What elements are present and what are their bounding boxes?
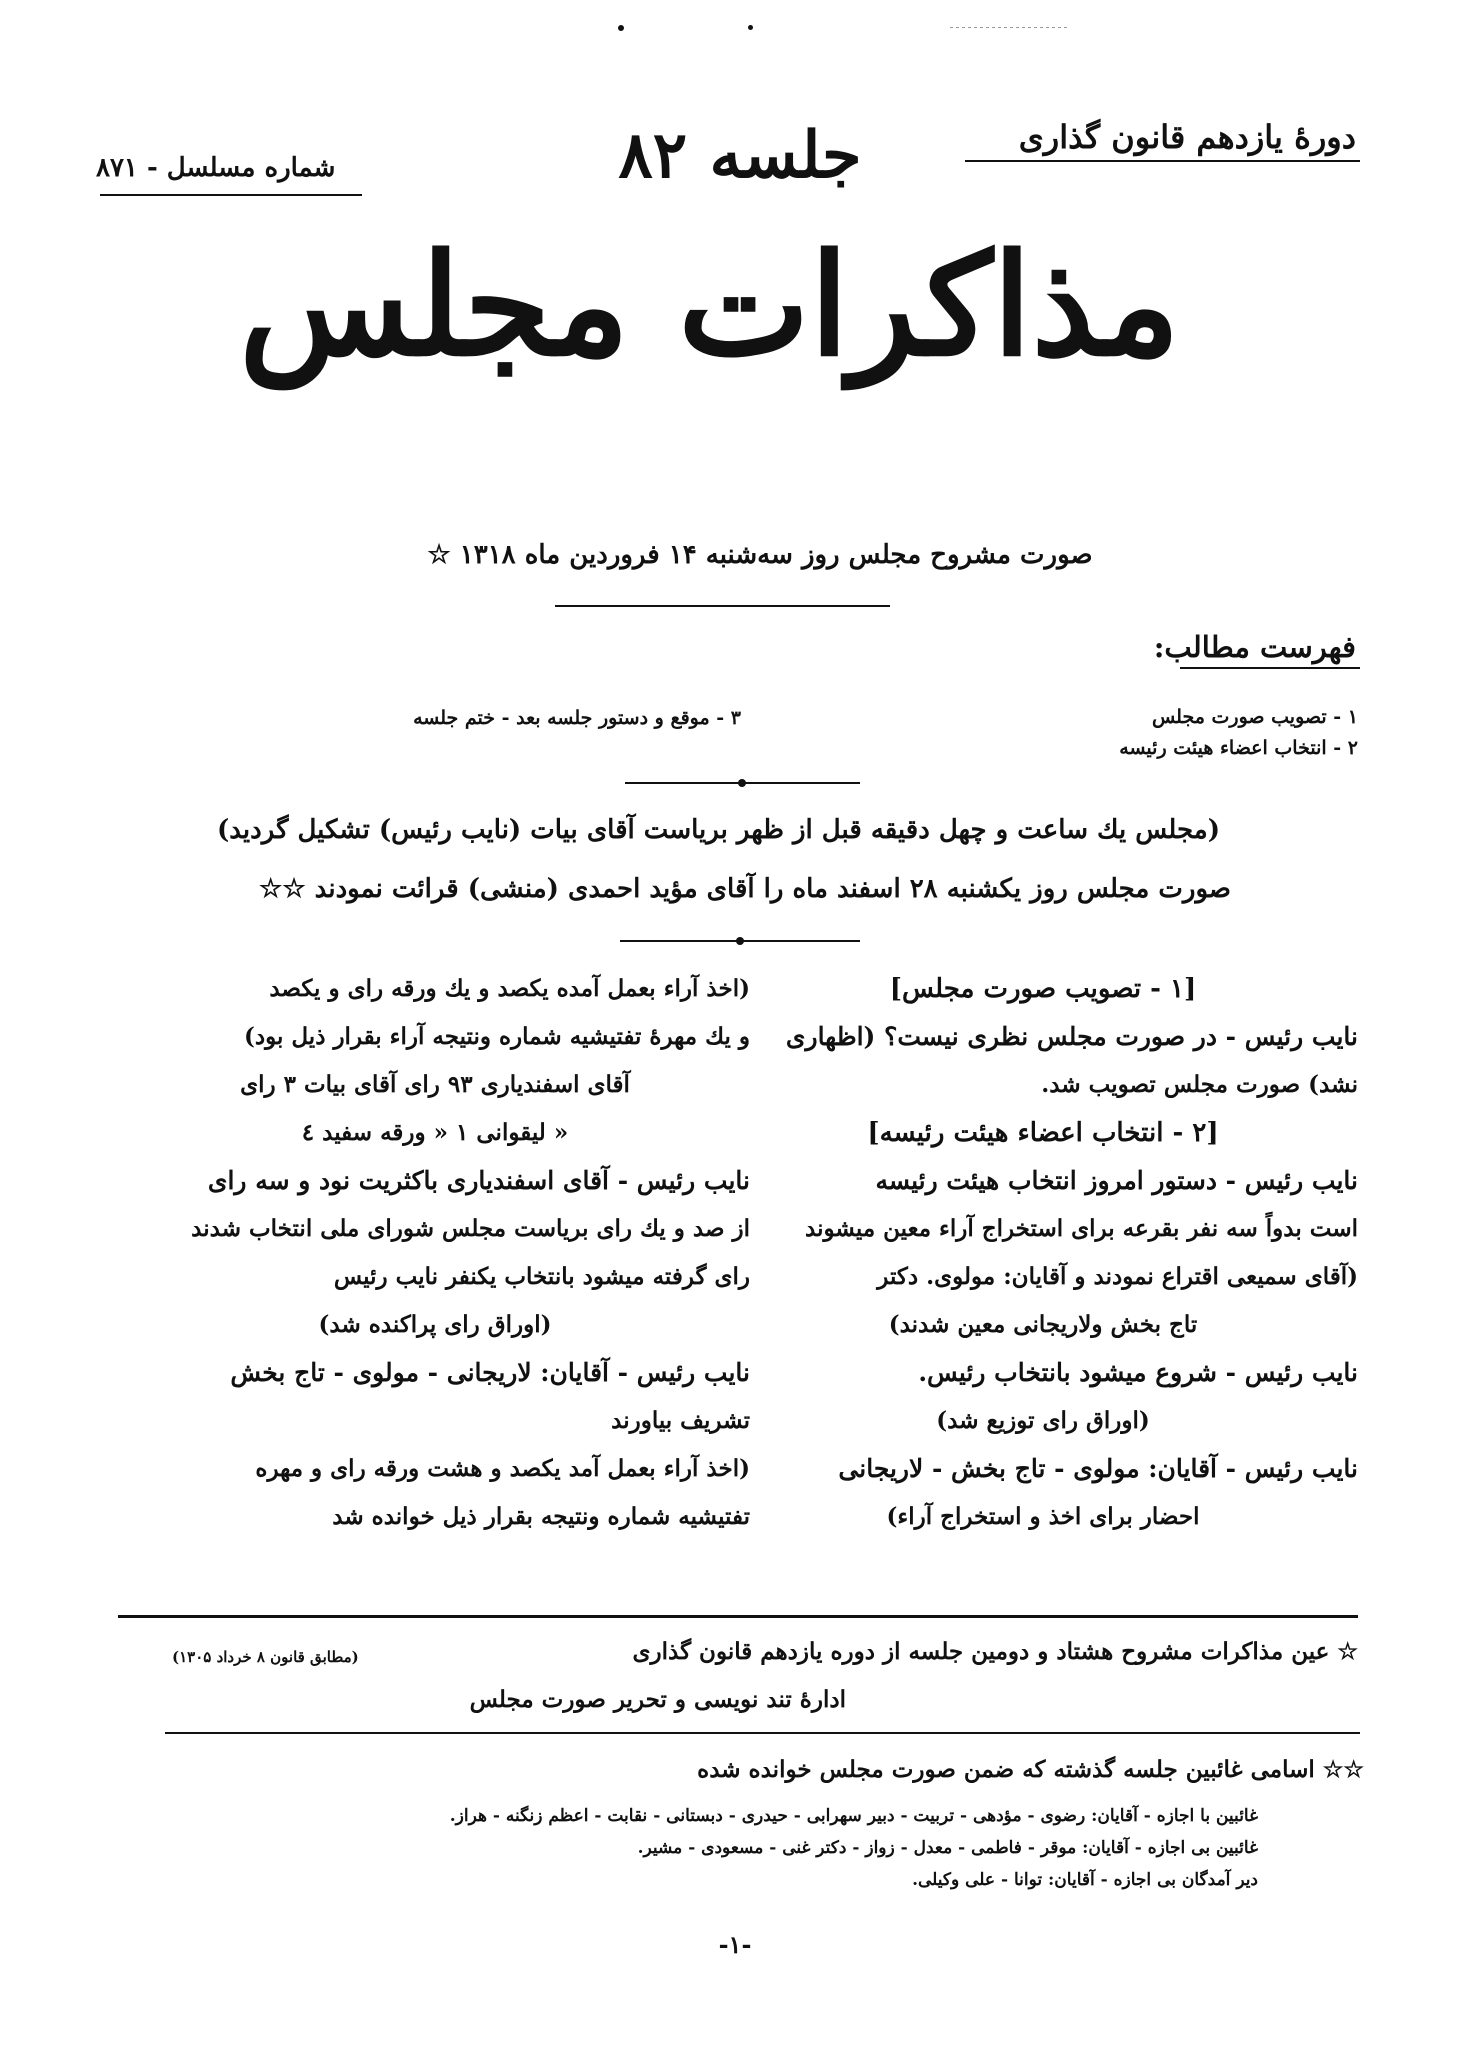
text-line: (اخذ آراء بعمل آمد یکصد و هشت ورقه رای و مهره <box>255 1455 750 1482</box>
footnote-rule <box>165 1732 1360 1734</box>
text-line: و یك مهرهٔ تفتیشیه شماره ونتیجه آراء بقرار ذیل بود) <box>243 1023 750 1050</box>
serial-number: شماره مسلسل - ۸۷۱ <box>96 153 336 183</box>
text-line: نایب رئیس - در صورت مجلس نظری نیست؟ (اظهاری <box>785 1022 1358 1051</box>
absentees-line: دیر آمدگان بی اجازه - آقایان: توانا - علی وکیلی. <box>912 1870 1258 1890</box>
scan-mark <box>950 27 1070 28</box>
text-line: تفتیشیه شماره ونتیجه بقرار ذیل خوانده شد <box>332 1503 750 1530</box>
toc-item: ۱ - تصویب صورت مجلس <box>1151 706 1358 728</box>
stenography-office: ادارهٔ تند نویسی و تحریر صورت مجلس <box>469 1686 846 1713</box>
session-number: جلسه ۸۲ <box>618 118 862 193</box>
vote-result: آقای اسفندیاری ۹۳ رای آقای بیات ۳ رای <box>240 1071 630 1098</box>
absentees-line: غائبین با اجازه - آقایان: رضوی - مؤدهی - تربیت - دبیر سهرابی - حیدری - دبستانی - نقابت - اعظم زنگنه - هراز. <box>449 1806 1258 1826</box>
divider-ornament <box>736 937 744 945</box>
right-column <box>728 965 1358 1541</box>
footnote-rule <box>118 1615 1358 1618</box>
scan-speck <box>748 25 753 30</box>
text-line: (اخذ آراء بعمل آمده یکصد و یك ورقه رای و یکصد <box>269 975 750 1002</box>
left-column <box>120 965 750 1541</box>
text-line: (اوراق رای توزیع شد) <box>936 1407 1150 1434</box>
toc-heading: فهرست مطالب: <box>1153 630 1356 664</box>
legislative-term: دورهٔ یازدهم قانون گذاری <box>1018 118 1356 156</box>
masthead-title: مذاکرات مجلس <box>239 224 1180 388</box>
footnote-text: ☆ عین مذاکرات مشروح هشتاد و دومین جلسه از دوره یازدهم قانون گذاری <box>632 1638 1358 1665</box>
toc-item: ۲ - انتخاب اعضاء هیئت رئیسه <box>1119 737 1358 759</box>
opening-paragraph: صورت مجلس روز یکشنبه ۲۸ اسفند ماه را آقای مؤید احمدی (منشی) قرائت نمودند ☆☆ <box>259 874 1231 904</box>
opening-paragraph: (مجلس یك ساعت و چهل دقیقه قبل از ظهر بریاست آقای بیات (نایب رئیس) تشکیل گردید) <box>216 815 1220 845</box>
subtitle-rule <box>555 605 890 607</box>
text-line: تاج بخش ولاریجانی معین شدند) <box>888 1311 1198 1338</box>
toc-underline <box>1180 667 1360 669</box>
text-line: (آقای سمیعی اقتراع نمودند و آقایان: مولوی. دکتر <box>877 1263 1358 1290</box>
section-heading: [۱ - تصویب صورت مجلس] <box>889 974 1197 1004</box>
text-line: نایب رئیس - آقایان: مولوی - تاج بخش - لاریجانی <box>838 1454 1358 1483</box>
text-line: نشد) صورت مجلس تصویب شد. <box>1041 1071 1358 1098</box>
toc-item: ۳ - موقع و دستور جلسه بعد - ختم جلسه <box>413 707 741 729</box>
absentees-line: غائبین بی اجازه - آقایان: موقر - فاطمی - معدل - زواز - دکتر غنی - مسعودی - مشیر. <box>637 1838 1258 1858</box>
page-number: -۱- <box>718 1930 752 1959</box>
text-line: نایب رئیس - آقای اسفندیاری باکثریت نود و سه رای <box>207 1166 750 1195</box>
absentees-heading: ☆☆ اسامی غائبین جلسه گذشته که ضمن صورت مجلس خوانده شده <box>697 1756 1364 1783</box>
term-underline <box>965 160 1360 162</box>
text-line: رای گرفته میشود بانتخاب یکنفر نایب رئیس <box>333 1263 750 1290</box>
session-subtitle: صورت مشروح مجلس روز سه‌شنبه ۱۴ فروردین ماه ۱۳۱۸ ☆ <box>427 540 1093 570</box>
text-line: نایب رئیس - دستور امروز انتخاب هیئت رئیسه <box>875 1166 1358 1195</box>
section-heading: [۲ - انتخاب اعضاء هیئت رئیسه] <box>867 1118 1219 1148</box>
text-line: از صد و یك رای بریاست مجلس شورای ملی انتخاب شدند <box>191 1215 750 1242</box>
text-line: نایب رئیس - شروع میشود بانتخاب رئیس. <box>918 1358 1358 1387</box>
text-line: نایب رئیس - آقایان: لاریجانی - مولوی - تاج بخش <box>230 1358 750 1387</box>
text-line: تشریف بیاورند <box>611 1407 750 1434</box>
text-line: است بدواً سه نفر بقرعه برای استخراج آراء معین میشوند <box>805 1215 1358 1242</box>
footnote-reference: (مطابق قانون ۸ خرداد ۱۳۰۵) <box>172 1648 359 1666</box>
serial-underline <box>100 194 362 196</box>
vote-result: « لیقوانی ۱ « ورقه سفید ٤ <box>301 1119 569 1146</box>
text-line: (اوراق رای پراکنده شد) <box>318 1311 552 1338</box>
text-line: احضار برای اخذ و استخراج آراء) <box>886 1503 1200 1530</box>
scan-speck <box>618 25 624 31</box>
divider-ornament <box>738 779 746 787</box>
